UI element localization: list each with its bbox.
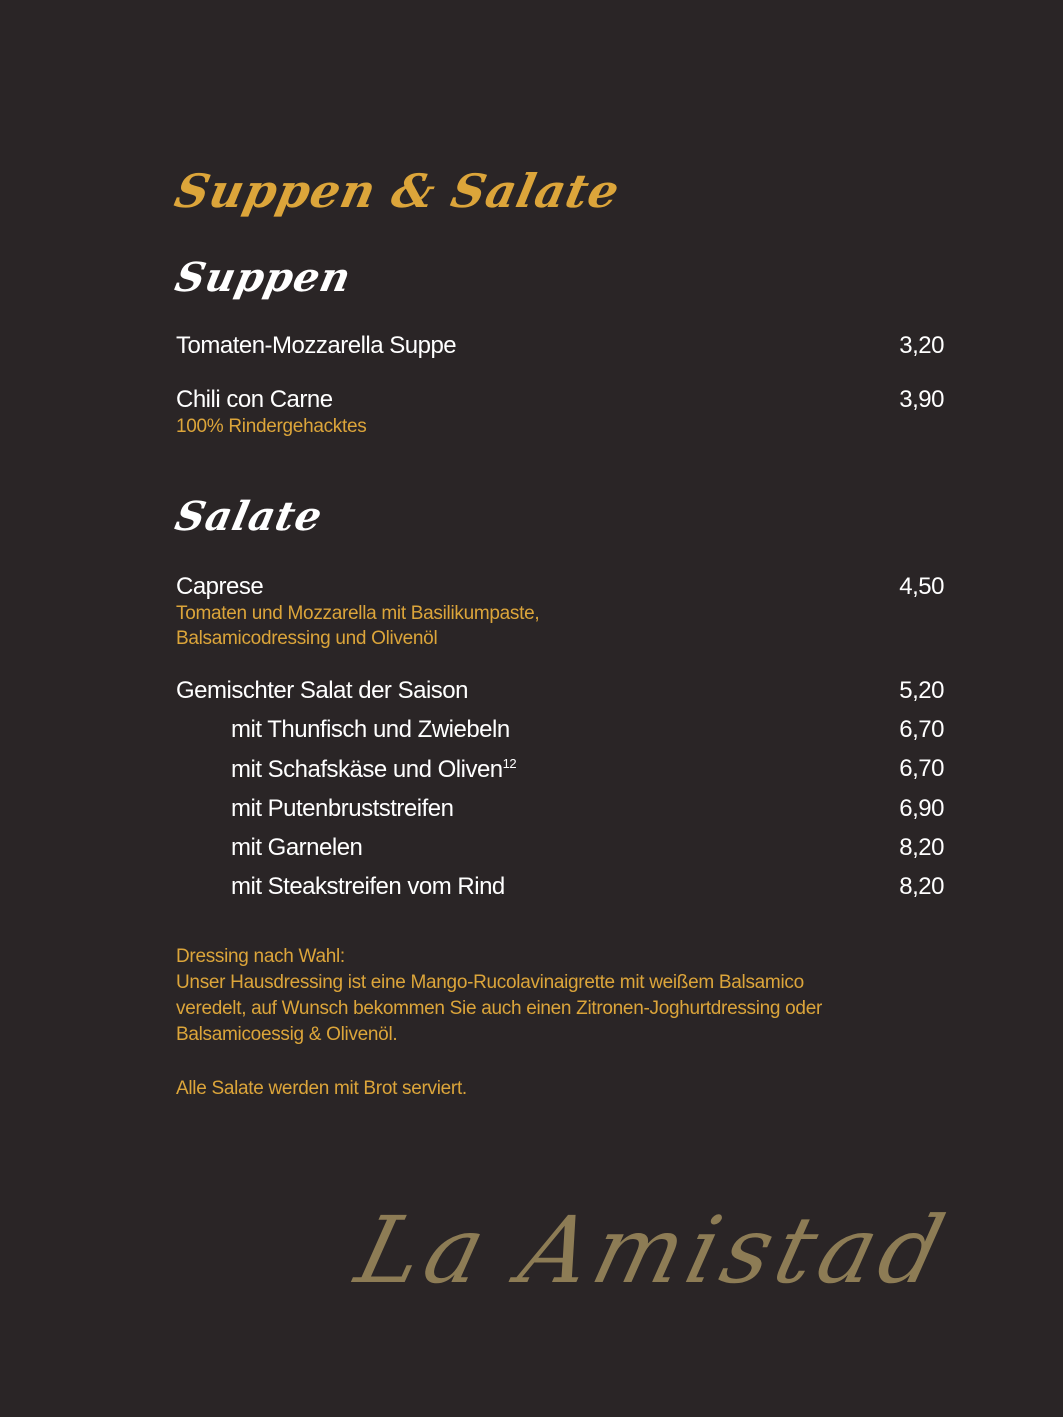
page-title: Suppen & Salate [170, 164, 625, 218]
menu-variant-price: 6,70 [899, 716, 944, 743]
dressing-note-line: veredelt, auf Wunsch bekommen Sie auch einen Zitronen-Joghurtdressing oder [176, 998, 822, 1019]
menu-variant-price: 6,90 [899, 795, 944, 822]
menu-variant-name: mit Putenbruststreifen [231, 795, 454, 822]
section-heading-suppen: Suppen [171, 254, 356, 301]
menu-item-price: 4,50 [899, 573, 944, 600]
menu-variant-price: 8,20 [899, 873, 944, 900]
bread-note: Alle Salate werden mit Brot serviert. [176, 1078, 467, 1099]
menu-item-name: Tomaten-Mozzarella Suppe [176, 332, 457, 359]
menu-item-description: 100% Rindergehacktes [176, 416, 367, 437]
menu-item-price: 5,20 [899, 677, 944, 704]
menu-item-price: 3,20 [899, 332, 944, 359]
dressing-note-line: Dressing nach Wahl: [176, 946, 345, 967]
menu-variant-price: 6,70 [899, 755, 944, 782]
menu-item-name: Chili con Carne [176, 386, 333, 413]
variant-label: mit Schafskäse und Oliven [231, 756, 503, 783]
menu-item-description: Balsamicodressing und Olivenöl [176, 628, 438, 649]
menu-item-price: 3,90 [899, 386, 944, 413]
menu-item-name: Gemischter Salat der Saison [176, 677, 468, 704]
menu-item-name: Caprese [176, 573, 264, 600]
dressing-note-line: Balsamicoessig & Olivenöl. [176, 1024, 398, 1045]
menu-item-description: Tomaten und Mozzarella mit Basilikumpaste, [176, 603, 540, 624]
menu-variant-name: mit Steakstreifen vom Rind [231, 873, 505, 900]
dressing-note [176, 944, 936, 1048]
section-heading-salate: Salate [171, 493, 327, 540]
menu-variant-name: mit Thunfisch und Zwiebeln [231, 716, 510, 743]
dressing-note-line: Unser Hausdressing ist eine Mango-Rucolavinaigrette mit weißem Balsamico [176, 972, 804, 993]
allergen-note: 12 [502, 756, 517, 771]
menu-variant-price: 8,20 [899, 834, 944, 861]
menu-variant-name [231, 757, 516, 782]
restaurant-logo: La Amistad [346, 1197, 960, 1304]
menu-variant-name: mit Garnelen [231, 834, 363, 861]
